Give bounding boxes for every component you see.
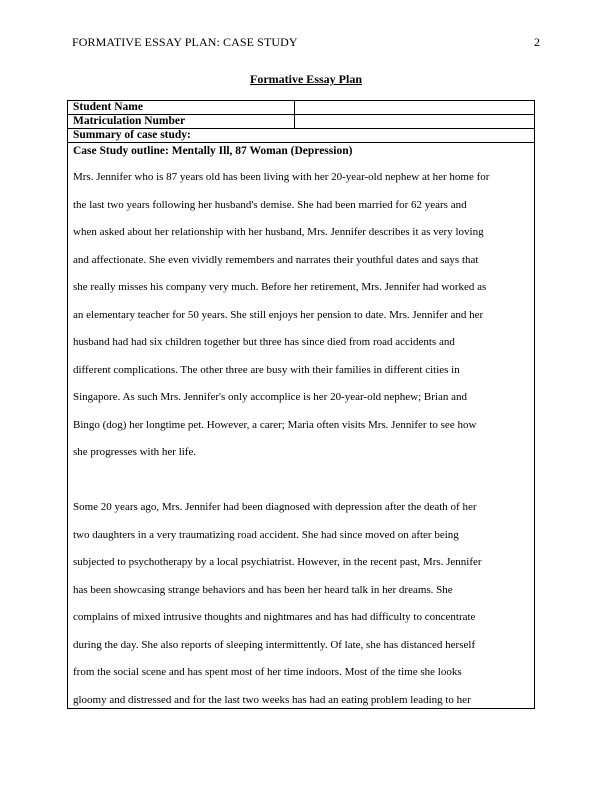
paragraph-line: subjected to psychotherapy by a local psychiatrist. However, in the recent past, Mrs. Jennifer (73, 556, 482, 568)
paragraph-line: the last two years following her husband's demise. She had been married for 62 years and (73, 198, 467, 211)
document-title: Formative Essay Plan (250, 72, 362, 86)
case-study-outline-heading: Case Study outline: Mentally Ill, 87 Woman (Depression) (73, 145, 353, 157)
summary-label: Summary of case study: (73, 129, 191, 141)
paragraph-line: husband had had six children together but three has since died from road accidents and (73, 336, 455, 348)
paragraph-line: during the day. She also reports of sleeping intermittently. Of late, she has distanced herself (73, 638, 476, 651)
page-number: 2 (534, 35, 540, 49)
summary-row (68, 129, 534, 143)
paragraph-line: from the social scene and has spent most of her time indoors. Most of the time she looks (73, 666, 462, 678)
paragraph-line: different complications. The other three are busy with their families in different cities in (73, 363, 460, 376)
paragraph-line: an elementary teacher for 50 years. She still enjoys her pension to date. Mrs. Jennifer and her (73, 308, 484, 321)
student-name-label: Student Name (68, 101, 295, 114)
paragraph-line: she really misses his company very much. Before her retirement, Mrs. Jennifer had worked as (73, 281, 487, 293)
paragraph-line: she progresses with her life. (73, 446, 197, 458)
running-head: FORMATIVE ESSAY PLAN: CASE STUDY (72, 35, 298, 49)
case-study-paragraph-2 (73, 494, 529, 708)
paragraph-line: complains of mixed intrusive thoughts and nightmares and has had difficulty to concentrate (73, 611, 476, 623)
case-study-paragraph-1 (73, 164, 529, 467)
paragraph-line: Some 20 years ago, Mrs. Jennifer had been diagnosed with depression after the death of her (73, 501, 477, 513)
student-name-field[interactable] (295, 101, 534, 114)
matriculation-number-label: Matriculation Number (68, 115, 295, 128)
paragraph-line: has been showcasing strange behaviors and has been her heard talk in her dreams. She (73, 583, 453, 596)
essay-plan-table (67, 100, 535, 709)
paragraph-line: Singapore. As such Mrs. Jennifer's only accomplice is her 20-year-old nephew; Brian and (73, 391, 467, 403)
paragraph-line: two daughters in a very traumatizing road accident. She had since moved on after being (73, 528, 459, 541)
paragraph-line: Bingo (dog) her longtime pet. However, a carer; Maria often visits Mrs. Jennifer to see how (73, 418, 477, 431)
paragraph-line: Mrs. Jennifer who is 87 years old has been living with her 20-year-old nephew at her home for (73, 171, 490, 183)
matriculation-number-row (68, 115, 534, 129)
paragraph-line: when asked about her relationship with her husband, Mrs. Jennifer describes it as very loving (73, 226, 484, 238)
paragraph-line: gloomy and distressed and for the last two weeks has had an eating problem leading to her (73, 693, 471, 706)
paragraph-line: and affectionate. She even vividly remembers and narrates their youthful dates and says that (73, 253, 479, 266)
matriculation-number-field[interactable] (295, 115, 534, 128)
case-study-cell (68, 143, 534, 708)
student-name-row (68, 101, 534, 115)
